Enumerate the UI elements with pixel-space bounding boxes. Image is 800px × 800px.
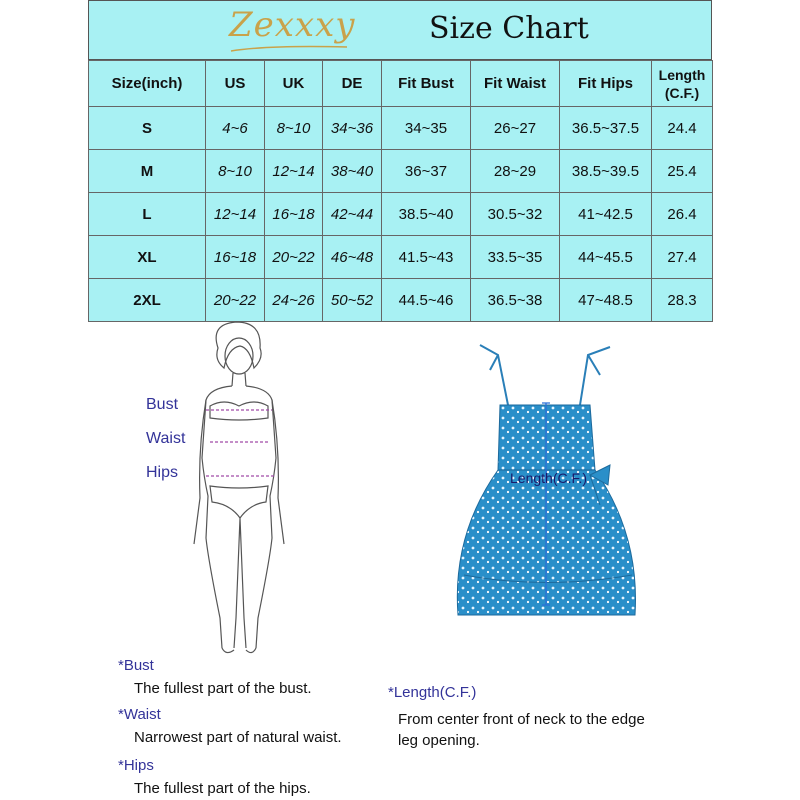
cell-de: 46~48 [323, 236, 382, 279]
cell-de: 34~36 [323, 107, 382, 150]
header-fit-bust: Fit Bust [382, 61, 471, 107]
header-fit-hips: Fit Hips [560, 61, 652, 107]
cell-bust: 38.5~40 [382, 193, 471, 236]
table-row [89, 279, 713, 322]
label-waist: Waist [146, 430, 186, 447]
cell-size: S [89, 107, 206, 150]
desc-bust-heading: *Bust [118, 657, 154, 674]
cell-hips: 36.5~37.5 [560, 107, 652, 150]
cell-size: XL [89, 236, 206, 279]
desc-length-text2: leg opening. [398, 732, 480, 749]
cell-uk: 24~26 [265, 279, 323, 322]
cell-uk: 16~18 [265, 193, 323, 236]
size-chart-header [88, 0, 712, 60]
cell-waist: 33.5~35 [471, 236, 560, 279]
desc-hips-heading: *Hips [118, 757, 154, 774]
desc-waist-text: Narrowest part of natural waist. [134, 729, 342, 746]
table-row [89, 193, 713, 236]
desc-length-text1: From center front of neck to the edge [398, 711, 645, 728]
header-us: US [206, 61, 265, 107]
body-figure-icon [180, 318, 300, 658]
table-header-row [89, 61, 713, 107]
cell-bust: 34~35 [382, 107, 471, 150]
table-row [89, 150, 713, 193]
cell-size: L [89, 193, 206, 236]
cell-size: M [89, 150, 206, 193]
cell-us: 12~14 [206, 193, 265, 236]
cell-bust: 44.5~46 [382, 279, 471, 322]
cell-length: 26.4 [652, 193, 713, 236]
dress-illustration-icon [450, 335, 650, 625]
cell-waist: 36.5~38 [471, 279, 560, 322]
size-table [88, 60, 713, 322]
cell-de: 38~40 [323, 150, 382, 193]
desc-length [388, 684, 645, 749]
brand-logo: Zexxxy [229, 5, 356, 45]
desc-bust-text: The fullest part of the bust. [134, 680, 312, 697]
table-row [89, 107, 713, 150]
header-de: DE [323, 61, 382, 107]
cell-hips: 47~48.5 [560, 279, 652, 322]
desc-bust [118, 657, 312, 697]
table-row [89, 236, 713, 279]
cell-bust: 36~37 [382, 150, 471, 193]
header-length: Length (C.F.) [652, 61, 713, 107]
cell-length: 28.3 [652, 279, 713, 322]
page-title: Size Chart [429, 11, 589, 46]
cell-hips: 44~45.5 [560, 236, 652, 279]
cell-size: 2XL [89, 279, 206, 322]
label-hips: Hips [146, 464, 179, 481]
cell-waist: 26~27 [471, 107, 560, 150]
desc-waist-heading: *Waist [118, 706, 161, 723]
desc-waist [118, 706, 342, 746]
desc-hips-text: The fullest part of the hips. [134, 780, 311, 797]
dress-length-label: Length(C.F.) [510, 470, 588, 486]
cell-us: 16~18 [206, 236, 265, 279]
label-bust: Bust [146, 396, 179, 413]
desc-hips [118, 757, 311, 797]
desc-length-heading: *Length(C.F.) [388, 684, 477, 701]
cell-length: 25.4 [652, 150, 713, 193]
cell-uk: 12~14 [265, 150, 323, 193]
cell-waist: 28~29 [471, 150, 560, 193]
cell-us: 4~6 [206, 107, 265, 150]
cell-length: 27.4 [652, 236, 713, 279]
header-fit-waist: Fit Waist [471, 61, 560, 107]
cell-uk: 8~10 [265, 107, 323, 150]
header-uk: UK [265, 61, 323, 107]
logo-swash-icon [229, 43, 349, 55]
cell-hips: 41~42.5 [560, 193, 652, 236]
cell-us: 20~22 [206, 279, 265, 322]
cell-length: 24.4 [652, 107, 713, 150]
cell-us: 8~10 [206, 150, 265, 193]
cell-de: 42~44 [323, 193, 382, 236]
header-size: Size(inch) [89, 61, 206, 107]
cell-hips: 38.5~39.5 [560, 150, 652, 193]
cell-de: 50~52 [323, 279, 382, 322]
cell-uk: 20~22 [265, 236, 323, 279]
cell-waist: 30.5~32 [471, 193, 560, 236]
cell-bust: 41.5~43 [382, 236, 471, 279]
